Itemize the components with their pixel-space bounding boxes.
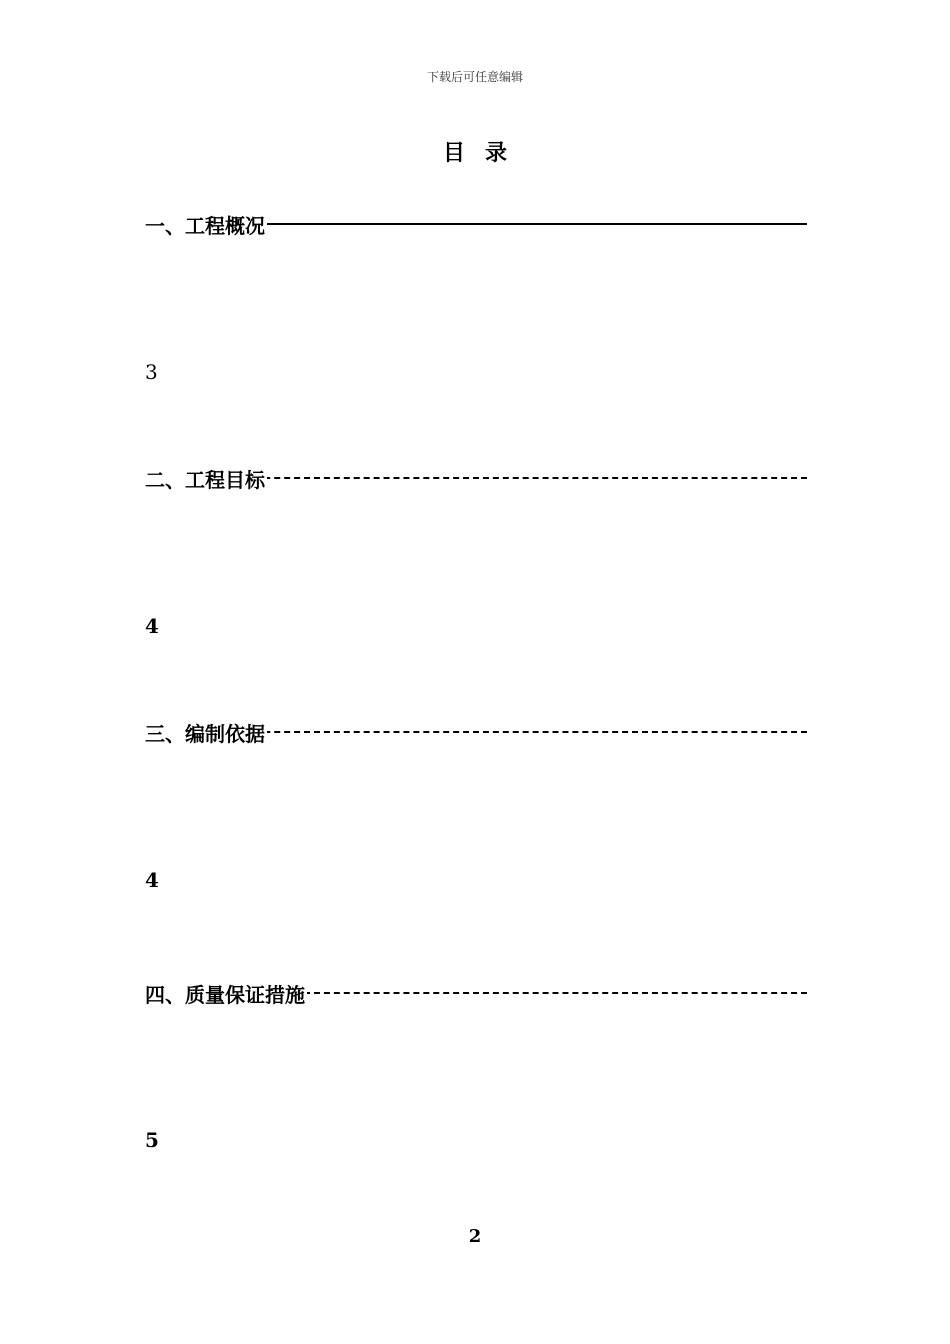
toc-entry-label: 三、编制依据 <box>145 718 267 747</box>
toc-entry[interactable] <box>145 210 807 240</box>
toc-entry[interactable] <box>145 979 807 1009</box>
toc-entry-page: 3 <box>145 360 158 384</box>
toc-title: 目录 <box>442 141 527 166</box>
toc-entry[interactable] <box>145 718 807 748</box>
toc-entry-page: 4 <box>145 868 159 892</box>
toc-entry-label: 二、工程目标 <box>145 464 267 493</box>
toc-entry-label: 一、工程概况 <box>145 210 267 239</box>
toc-entry-page: 5 <box>145 1128 159 1152</box>
page-header: 下载后可任意编辑 <box>426 70 523 84</box>
toc-entry[interactable] <box>145 464 807 494</box>
toc-entry-label: 四、质量保证措施 <box>145 979 307 1008</box>
toc-entry-page: 4 <box>145 614 159 638</box>
page-number: 2 <box>468 1226 482 1247</box>
